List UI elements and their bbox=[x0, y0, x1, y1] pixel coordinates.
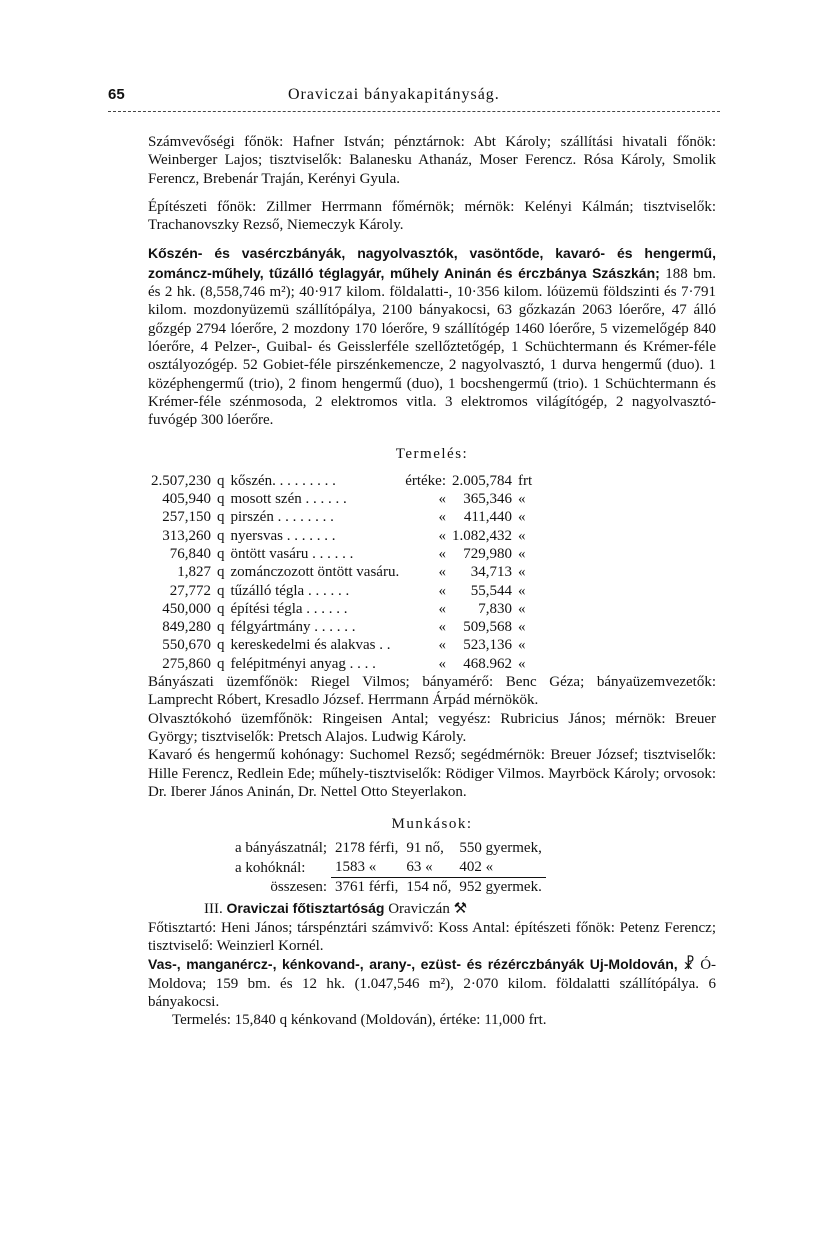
workers-children: 550 gyermek, bbox=[459, 840, 542, 857]
workers-label: a bányászatnál; bbox=[235, 840, 328, 857]
production-item: zománczozott öntött vasáru. bbox=[230, 564, 400, 581]
production-currency: « bbox=[518, 582, 526, 599]
works-text: 188 bm. és 2 hk. (8,558,746 m²); 40·917 kilom. földalatti-, 10·356 kilom. lóüzemü földszinti és 7·791 kilom. mozdonyüzemü szállítópálya, 2100 bányakocsi, 63 gőzkazán 2063 lóerőre, 47 álló gőzgép 2794 lóerőre, 2 mozdony 170 lóerőre, 9 szállítógép 1460 lóerőre, 5 vizemelőgép 840 lóerőre, 4 Pelzer-, Guibal- és Geisslerféle szellőztetőgép, 1 Schüchtermann és Krémer-féle osztályozógép. 52 Gobiet-féle pirszénkemencze, 2 nagyolvasztó, 1 durva hengermű (duo). 1 középhengermű (trio), 2 finom hengermű (duo), 1 bocshengermű (trio). 1 Schüchtermann és Krémer-féle szénmosoda, 2 elektromos vitla. 3 elektromos világítógép, 2 nagyolvasztó-fuvógép 300 lóerőre. bbox=[148, 265, 717, 429]
production-qty: 275,860 bbox=[162, 655, 211, 672]
production-mark: « bbox=[438, 491, 447, 508]
production-qty: 405,940 bbox=[162, 491, 211, 508]
production-mark: « bbox=[438, 637, 447, 654]
running-title: Oraviczai bányakapitányság. bbox=[288, 86, 500, 103]
spacer bbox=[148, 429, 716, 439]
production-row bbox=[148, 490, 535, 508]
production-value: 523,136 bbox=[463, 637, 513, 654]
section3-title-rest: Oraviczán bbox=[388, 901, 450, 918]
workers-table bbox=[231, 839, 546, 897]
production-value: 2.005,784 bbox=[452, 472, 513, 489]
production-value: 34,713 bbox=[470, 564, 513, 581]
production-currency: frt bbox=[518, 472, 533, 489]
workers-row-smelting bbox=[231, 858, 546, 878]
production-mark: « bbox=[438, 545, 447, 562]
page-number: 65 bbox=[108, 86, 125, 103]
paragraph-works bbox=[148, 244, 716, 429]
paragraph-smelting-staff: Olvasztókohó üzemfőnök: Ringeisen Antal; vegyész: Rubricius János; mérnök: Breuer György; tisztviselők: Pretsch Alajos. Ludwig Károly. bbox=[148, 710, 716, 745]
production-item: építési tégla . . . . . . bbox=[230, 600, 348, 617]
section3-number: III. bbox=[204, 901, 223, 918]
production-mark: értéke: bbox=[405, 472, 447, 489]
production-qty: 313,260 bbox=[162, 527, 211, 544]
workers-row-total bbox=[231, 878, 546, 898]
production-item: kőszén. . . . . . . . . bbox=[230, 472, 336, 489]
production-row bbox=[148, 527, 535, 545]
production-qty: 76,840 bbox=[169, 545, 211, 562]
production-unit: q bbox=[217, 564, 225, 581]
production-row bbox=[148, 618, 535, 636]
section3-mines-text: Ó-Moldova; 159 bm. és 12 hk. (1.047,546 m²), 2·070 kilom. földalatti szállítópálya. 6 bányakocsi. bbox=[148, 957, 717, 1010]
production-currency: « bbox=[518, 655, 526, 672]
section3-mines-heading: Vas-, manganércz-, kénkovand-, arany-, ezüst- és rézérczbányák Uj-Moldován, bbox=[148, 956, 678, 973]
spacer bbox=[148, 188, 716, 198]
mine-symbol-icon: ⚒ bbox=[453, 901, 468, 918]
production-item: nyersvas . . . . . . . bbox=[230, 527, 336, 544]
production-currency: « bbox=[518, 545, 526, 562]
production-value: 55,544 bbox=[470, 582, 513, 599]
production-unit: q bbox=[217, 491, 225, 508]
production-currency: « bbox=[518, 509, 526, 526]
production-value: 509,568 bbox=[463, 619, 513, 636]
section3-production: Termelés: 15,840 q kénkovand (Moldován), értéke: 11,000 frt. bbox=[172, 1012, 547, 1029]
production-row bbox=[148, 582, 535, 600]
production-value: 7,830 bbox=[478, 600, 513, 617]
production-unit: q bbox=[217, 582, 225, 599]
production-item: mosott szén . . . . . . bbox=[230, 491, 347, 508]
workers-total-children: 952 gyermek. bbox=[459, 879, 542, 896]
production-mark: « bbox=[438, 655, 447, 672]
production-qty: 257,150 bbox=[162, 509, 211, 526]
section3-title-bold: Oraviczai főtisztartóság bbox=[226, 900, 385, 917]
production-unit: q bbox=[217, 509, 225, 526]
production-unit: q bbox=[217, 600, 225, 617]
workers-men: 1583 « bbox=[331, 858, 402, 878]
production-item: tűzálló tégla . . . . . . bbox=[230, 582, 350, 599]
production-mark: « bbox=[438, 619, 447, 636]
workers-heading: Munkások: bbox=[391, 816, 473, 833]
production-unit: q bbox=[217, 472, 225, 489]
spacer bbox=[148, 234, 716, 244]
section3-mines bbox=[148, 955, 716, 1011]
paragraph-rolling-staff: Kavaró és hengermű kohónagy: Suchomel Rezső; segédmérnök: Breuer József; tisztviselők: Hille Ferencz, Redlein Ede; műhely-tisztviselők: Rödiger Vilmos. Mayrböck Károly; orvosok: Dr. Iberer János Aninán, Dr. Nettel Otto Steyerlakon. bbox=[148, 747, 716, 800]
workers-total-women: 154 nő, bbox=[406, 879, 452, 896]
production-item: félgyártmány . . . . . . bbox=[230, 619, 356, 636]
production-row bbox=[148, 508, 535, 526]
production-row bbox=[148, 545, 535, 563]
production-unit: q bbox=[217, 545, 225, 562]
workers-women: 91 nő, bbox=[406, 840, 444, 857]
production-value: 729,980 bbox=[463, 545, 513, 562]
production-item: felépitményi anyag . . . . bbox=[230, 655, 376, 672]
paragraph-accounting: Számvevőségi főnök: Hafner István; pénztárnok: Abt Károly; szállítási hivatali főnök: Weinberger Lajos; tisztviselők: Balanesku Athanáz, Moser Ferencz. Rósa Károly, Smolik Ferencz, Brebenár Traján, Kerényi Gyula. bbox=[148, 134, 716, 187]
production-item: öntött vasáru . . . . . . bbox=[230, 545, 354, 562]
production-value: 411,440 bbox=[463, 509, 513, 526]
production-unit: q bbox=[217, 619, 225, 636]
workers-total-label: összesen: bbox=[270, 879, 328, 896]
production-value: 1.082,432 bbox=[452, 527, 513, 544]
production-row bbox=[148, 655, 535, 673]
paragraph-construction: Építészeti főnök: Zillmer Herrmann főmérnök; mérnök: Kelényi Kálmán; tisztviselők: Trachanovszky Rezső, Niemeczyk Károly. bbox=[148, 198, 716, 234]
production-currency: « bbox=[518, 491, 526, 508]
workers-men: 2178 férfi, bbox=[335, 840, 399, 857]
production-row bbox=[148, 636, 535, 654]
workers-label: a kohóknál: bbox=[235, 859, 306, 876]
production-value: 468.962 bbox=[463, 655, 513, 672]
production-qty: 27,772 bbox=[169, 582, 211, 599]
production-mark: « bbox=[438, 600, 447, 617]
production-unit: q bbox=[217, 637, 225, 654]
page-body bbox=[148, 133, 716, 1029]
production-unit: q bbox=[217, 527, 225, 544]
production-currency: « bbox=[518, 619, 526, 636]
production-item: pirszén . . . . . . . . bbox=[230, 509, 334, 526]
production-qty: 849,280 bbox=[162, 619, 211, 636]
header-rule bbox=[108, 111, 720, 112]
production-qty: 550,670 bbox=[162, 637, 211, 654]
production-currency: « bbox=[518, 600, 526, 617]
production-mark: « bbox=[438, 582, 447, 599]
production-heading: Termelés: bbox=[395, 446, 469, 463]
production-mark: « bbox=[438, 564, 447, 581]
production-row bbox=[148, 563, 535, 581]
workers-row-mining bbox=[231, 839, 546, 858]
production-unit: q bbox=[217, 655, 225, 672]
section3-title bbox=[148, 899, 716, 918]
section3-staff: Főtisztartó: Heni János; társpénztári számvivő: Koss Antal: építészeti főnök: Petenz Ferencz; tisztviselő: Weinzierl Kornél. bbox=[148, 919, 716, 954]
works-heading: Kőszén- és vasérczbányák, nagyolvasztók, vasöntőde, kavaró- és hengermű, zománcz-műhely, tűzálló téglagyár, műhely Aninán és érczbánya Szászkán; bbox=[148, 245, 716, 281]
production-item: kereskedelmi és alakvas . . bbox=[230, 637, 391, 654]
production-mark: « bbox=[438, 527, 447, 544]
production-currency: « bbox=[518, 564, 526, 581]
production-row bbox=[148, 600, 535, 618]
production-qty: 2.507,230 bbox=[151, 472, 211, 489]
workers-total-men: 3761 férfi, bbox=[335, 879, 399, 896]
workers-women: 63 « bbox=[402, 858, 455, 878]
cross-symbol-icon: ☧ bbox=[683, 957, 695, 974]
paragraph-mining-staff: Bányászati üzemfőnök: Riegel Vilmos; bányamérő: Benc Géza; bányaüzemvezetők: Lamprecht Róbert, Kresadlo József. Herrmann Árpád mérnökök. bbox=[148, 674, 716, 709]
production-row bbox=[148, 472, 535, 490]
production-currency: « bbox=[518, 527, 526, 544]
production-value: 365,346 bbox=[463, 491, 513, 508]
production-currency: « bbox=[518, 637, 526, 654]
spacer bbox=[148, 801, 716, 811]
workers-children: 402 « bbox=[455, 858, 545, 878]
production-qty: 450,000 bbox=[162, 600, 211, 617]
production-table bbox=[148, 472, 535, 673]
page-header bbox=[108, 86, 728, 110]
production-qty: 1,827 bbox=[177, 564, 211, 581]
production-mark: « bbox=[438, 509, 447, 526]
